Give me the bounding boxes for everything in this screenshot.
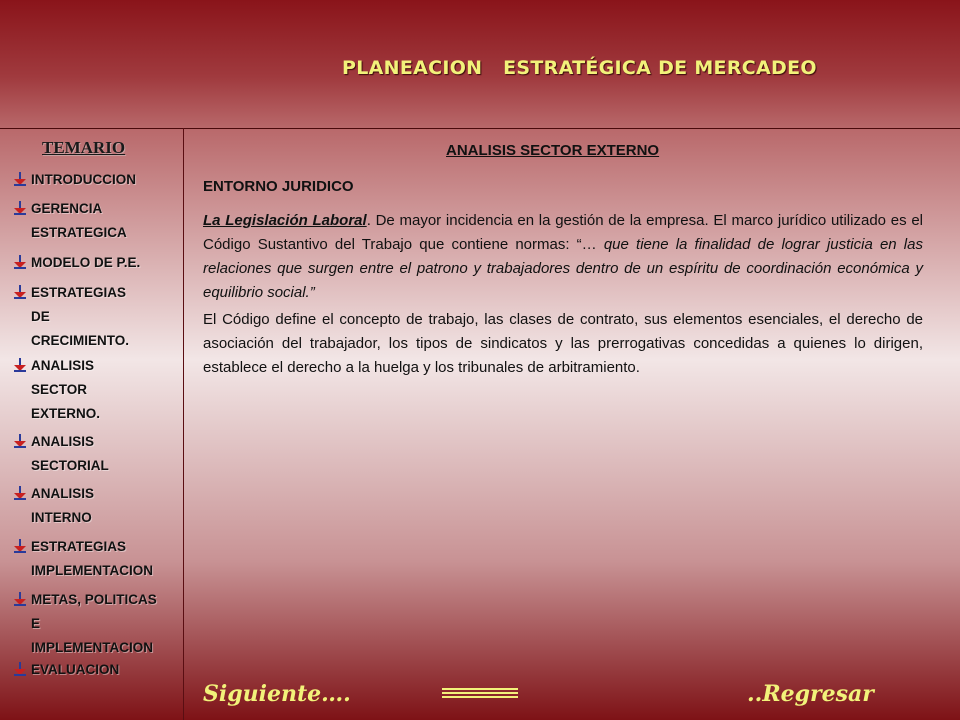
next-link[interactable]: Siguiente….: [203, 681, 351, 707]
section-heading: ENTORNO JURIDICO: [203, 178, 354, 195]
sidebar-item-introduccion[interactable]: [14, 168, 136, 192]
sidebar-item-estrategias-implementacion[interactable]: [14, 535, 153, 583]
back-link[interactable]: ..Regresar: [747, 681, 874, 707]
paragraph-codigo: El Código define el concepto de trabajo, las clases de contrato, sus elementos esenciales, el derecho de asociación del trabajador, los tipos de sindicatos y las prerrogativas concedidas a quienes lo dirigen, establece el derecho a la huelga y los tribunales de arbitramiento.: [203, 311, 923, 376]
sidebar-item-estrategias-crecimiento[interactable]: [14, 281, 129, 353]
sidebar-item-analisis-sector-externo[interactable]: [14, 354, 100, 426]
arrow-bullet-icon: [14, 255, 26, 269]
sidebar-item-metas-politicas[interactable]: [14, 588, 157, 660]
sidebar-item-label: INTRODUCCION: [31, 172, 136, 187]
content-title: ANALISIS SECTOR EXTERNO: [446, 142, 660, 159]
arrow-bullet-icon: [14, 285, 26, 299]
sidebar-divider: [183, 128, 184, 720]
paragraph-lead: La Legislación Laboral: [203, 212, 367, 229]
sidebar-heading: TEMARIO: [42, 138, 126, 157]
arrow-bullet-icon: [14, 201, 26, 215]
sidebar-item-gerencia-estrategica[interactable]: [14, 197, 127, 245]
arrow-bullet-icon: [14, 172, 26, 186]
paragraph-quote: que tiene la finalidad de lograr justicia en las relaciones que surgen entre el patrono y trabajadores dentro de un espíritu de coordinación económica y equilibrio social.”: [203, 236, 923, 301]
arrow-bullet-icon: [14, 592, 26, 606]
sidebar-item-evaluacion[interactable]: [14, 658, 119, 682]
sidebar-item-label: ANALISIS SECTOR EXTERNO.: [31, 358, 101, 421]
arrow-bullet-icon: [14, 662, 26, 676]
home-bar-icon[interactable]: [442, 688, 518, 700]
arrow-bullet-icon: [14, 539, 26, 553]
sidebar-item-label: ANALISIS INTERNO: [31, 486, 95, 525]
sidebar-item-label: GERENCIA ESTRATEGICA: [31, 201, 127, 240]
sidebar-item-analisis-sectorial[interactable]: [14, 430, 109, 478]
sidebar-item-label: MODELO DE P.E.: [31, 255, 141, 270]
page-title: PLANEACION ESTRATÉGICA DE MERCADEO: [342, 57, 817, 79]
arrow-bullet-icon: [14, 486, 26, 500]
sidebar-item-label: METAS, POLITICAS E IMPLEMENTACION: [31, 592, 157, 655]
header-bar: [0, 0, 960, 129]
sidebar-item-label: ESTRATEGIAS DE CRECIMIENTO.: [31, 285, 130, 348]
sidebar-item-modelo-pe[interactable]: [14, 251, 140, 275]
sidebar-item-label: EVALUACION: [31, 662, 120, 677]
paragraph-legislacion: [203, 209, 923, 305]
sidebar-item-analisis-interno[interactable]: [14, 482, 94, 530]
arrow-bullet-icon: [14, 434, 26, 448]
paragraph-text: . De mayor incidencia en la gestión de la empresa. El marco jurídico utilizado es el Código Sustantivo del Trabajo que contiene normas: “…: [203, 212, 923, 253]
arrow-bullet-icon: [14, 358, 26, 372]
sidebar-item-label: ANALISIS SECTORIAL: [31, 434, 109, 473]
sidebar-item-label: ESTRATEGIAS IMPLEMENTACION: [31, 539, 153, 578]
